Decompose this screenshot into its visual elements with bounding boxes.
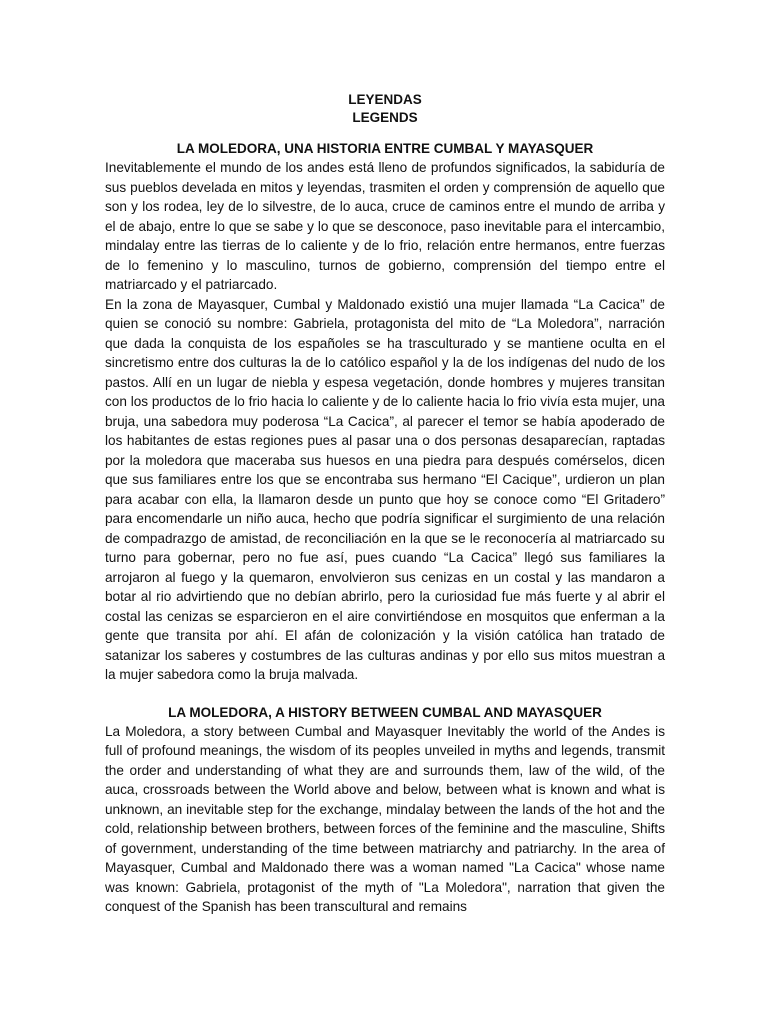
paragraph-spanish-2: En la zona de Mayasquer, Cumbal y Maldonado existió una mujer llamada “La Cacica” de quien se conoció su nombre: Gabriela, protagonista del mito de “La Moledora”, narración que dada la conquista de los españoles se ha trasculturado y se mantiene oculta en el sincretismo entre dos culturas la de lo católico español y la de los indígenas del nudo de los pastos. Allí en un lugar de niebla y espesa vegetación, donde hombres y mujeres transitan con los productos de lo frio hacia lo caliente y de lo caliente hacia lo frio vivía esta mujer, una bruja, una sabedora muy poderosa “La Cacica”, al parecer el temor se había apoderado de los habitantes de estas regiones pues al pasar una o dos personas desaparecían, raptadas por la moledora que maceraba sus huesos en una piedra para después comérselos, dicen que sus familiares entre los que se encontraba sus hermano “El Cacique”, urdieron un plan para acabar con ella, la llamaron desde un punto que hoy se conoce como “El Gritadero” para encomendarle un niño auca, hecho que podría significar el surgimiento de una relación de compadrazgo de amistad, de reconciliación en la que se le reconocería al matriarcado su turno para gobernar, pero no fue así, pues cuando “La Cacica” llegó sus familiares la arrojaron al fuego y la quemaron, envolvieron sus cenizas en un costal y las mandaron a botar al rio advirtiendo que no debían abrirlo, pero la curiosidad fue más fuerte y al abrir el costal las cenizas se esparcieron en el aire convirtiéndose en mosquitos que enferman a la gente que transita por ahí. El afán de colonización y la visión católica han tratado de satanizar los saberes y costumbres de las culturas andinas y por ello sus mitos muestran a la mujer sabedora como la bruja malvada. bbox=[105, 296, 665, 682]
document-title-english: LEGENDS bbox=[352, 110, 418, 125]
section-heading-english: LA MOLEDORA, A HISTORY BETWEEN CUMBAL AND MAYASQUER bbox=[168, 704, 602, 720]
paragraph-english-1: La Moledora, a story between Cumbal and Mayasquer Inevitably the world of the Andes is full of profound meanings, the wisdom of its peoples unveiled in myths and legends, transmit the order and understanding of what they are and surrounds them, law of the wild, of the auca, crossroads between the World above and below, between what is known and what is unknown, an inevitable step for the exchange, mindalay between the lands of the hot and the cold, relationship between brothers, between forces of the feminine and the masculine, Shifts of government, understanding of the time between matriarchy and patriarchy. In the area of Mayasquer, Cumbal and Maldonado there was a woman named "La Cacica" whose name was known: Gabriela, protagonist of the myth of "La Moledora", narration that given the conquest of the Spanish has been transcultural and remains bbox=[105, 723, 665, 914]
spacer bbox=[105, 127, 665, 139]
section-heading-spanish: LA MOLEDORA, UNA HISTORIA ENTRE CUMBAL Y MAYASQUER bbox=[176, 141, 594, 156]
paragraph-spanish-1: Inevitablemente el mundo de los andes está lleno de profundos significados, la sabiduría de sus pueblos develada en mitos y leyendas, trasmiten el orden y comprensión de aquello que son y los rodea, ley de lo silvestre, de lo auca, cruce de caminos entre el mundo de arriba y el de abajo, entre lo que se sabe y lo que se desconoce, paso inevitable para el intercambio, mindalay entre las tierras de lo caliente y de lo frio, relación entre hermanos, entre fuerzas de lo femenino y lo masculino, turnos de gobierno, comprensión del tiempo entre el matriarcado y el patriarcado. bbox=[105, 160, 665, 292]
spacer bbox=[105, 685, 665, 703]
document-title-spanish: LEYENDAS bbox=[348, 92, 422, 107]
